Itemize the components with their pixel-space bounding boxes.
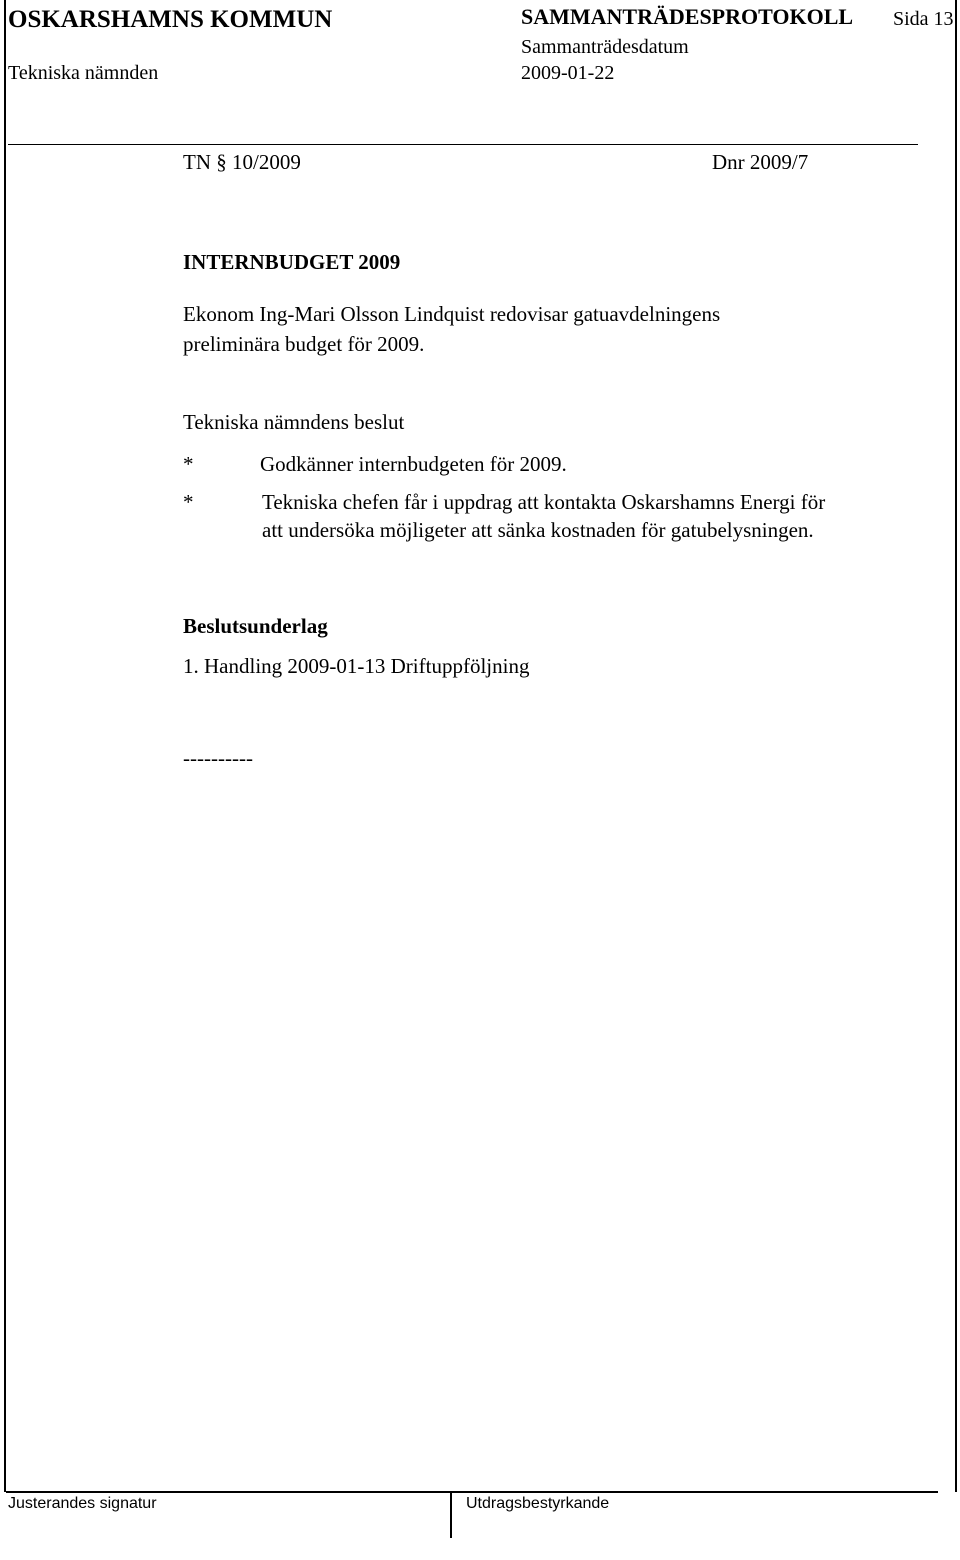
case-paragraph-line-2: preliminära budget för 2009.: [183, 332, 425, 356]
certification-label: Utdragsbestyrkande: [466, 1495, 610, 1512]
meeting-date-label: Sammanträdesdatum: [521, 36, 689, 58]
right-border-line: [955, 0, 957, 1492]
end-separator: ----------: [183, 746, 253, 770]
footer-divider: [450, 1492, 452, 1538]
case-reference: TN § 10/2009: [183, 150, 301, 174]
footer-rule: [6, 1491, 938, 1493]
case-paragraph-line-1: Ekonom Ing-Mari Olsson Lindquist redovisar gatuavdelningens: [183, 302, 721, 326]
board-name: Tekniska nämnden: [8, 62, 159, 84]
basis-item: 1. Handling 2009-01-13 Driftuppföljning: [183, 654, 530, 678]
decision-heading: Tekniska nämndens beslut: [183, 410, 405, 434]
signature-label: Justerandes signatur: [8, 1495, 157, 1512]
page-number: Sida 13: [893, 8, 954, 30]
case-dnr: Dnr 2009/7: [712, 150, 809, 174]
case-title: INTERNBUDGET 2009: [183, 250, 401, 274]
basis-heading: Beslutsunderlag: [183, 614, 328, 638]
decision-item-marker: *: [183, 490, 194, 514]
left-border-line: [4, 0, 6, 1492]
decision-item-text: Tekniska chefen får i uppdrag att kontakta Oskarshamns Energi för: [262, 490, 826, 514]
decision-item-text: Godkänner internbudgeten för 2009.: [260, 452, 567, 476]
meeting-date: 2009-01-22: [521, 62, 615, 84]
decision-item-text: att undersöka möjligeter att sänka kostnaden för gatubelysningen.: [262, 518, 814, 542]
municipality-name: OSKARSHAMNS KOMMUN: [8, 6, 333, 33]
protocol-title: SAMMANTRÄDESPROTOKOLL: [521, 4, 854, 29]
decision-item-marker: *: [183, 452, 194, 476]
header-rule: [8, 144, 918, 145]
